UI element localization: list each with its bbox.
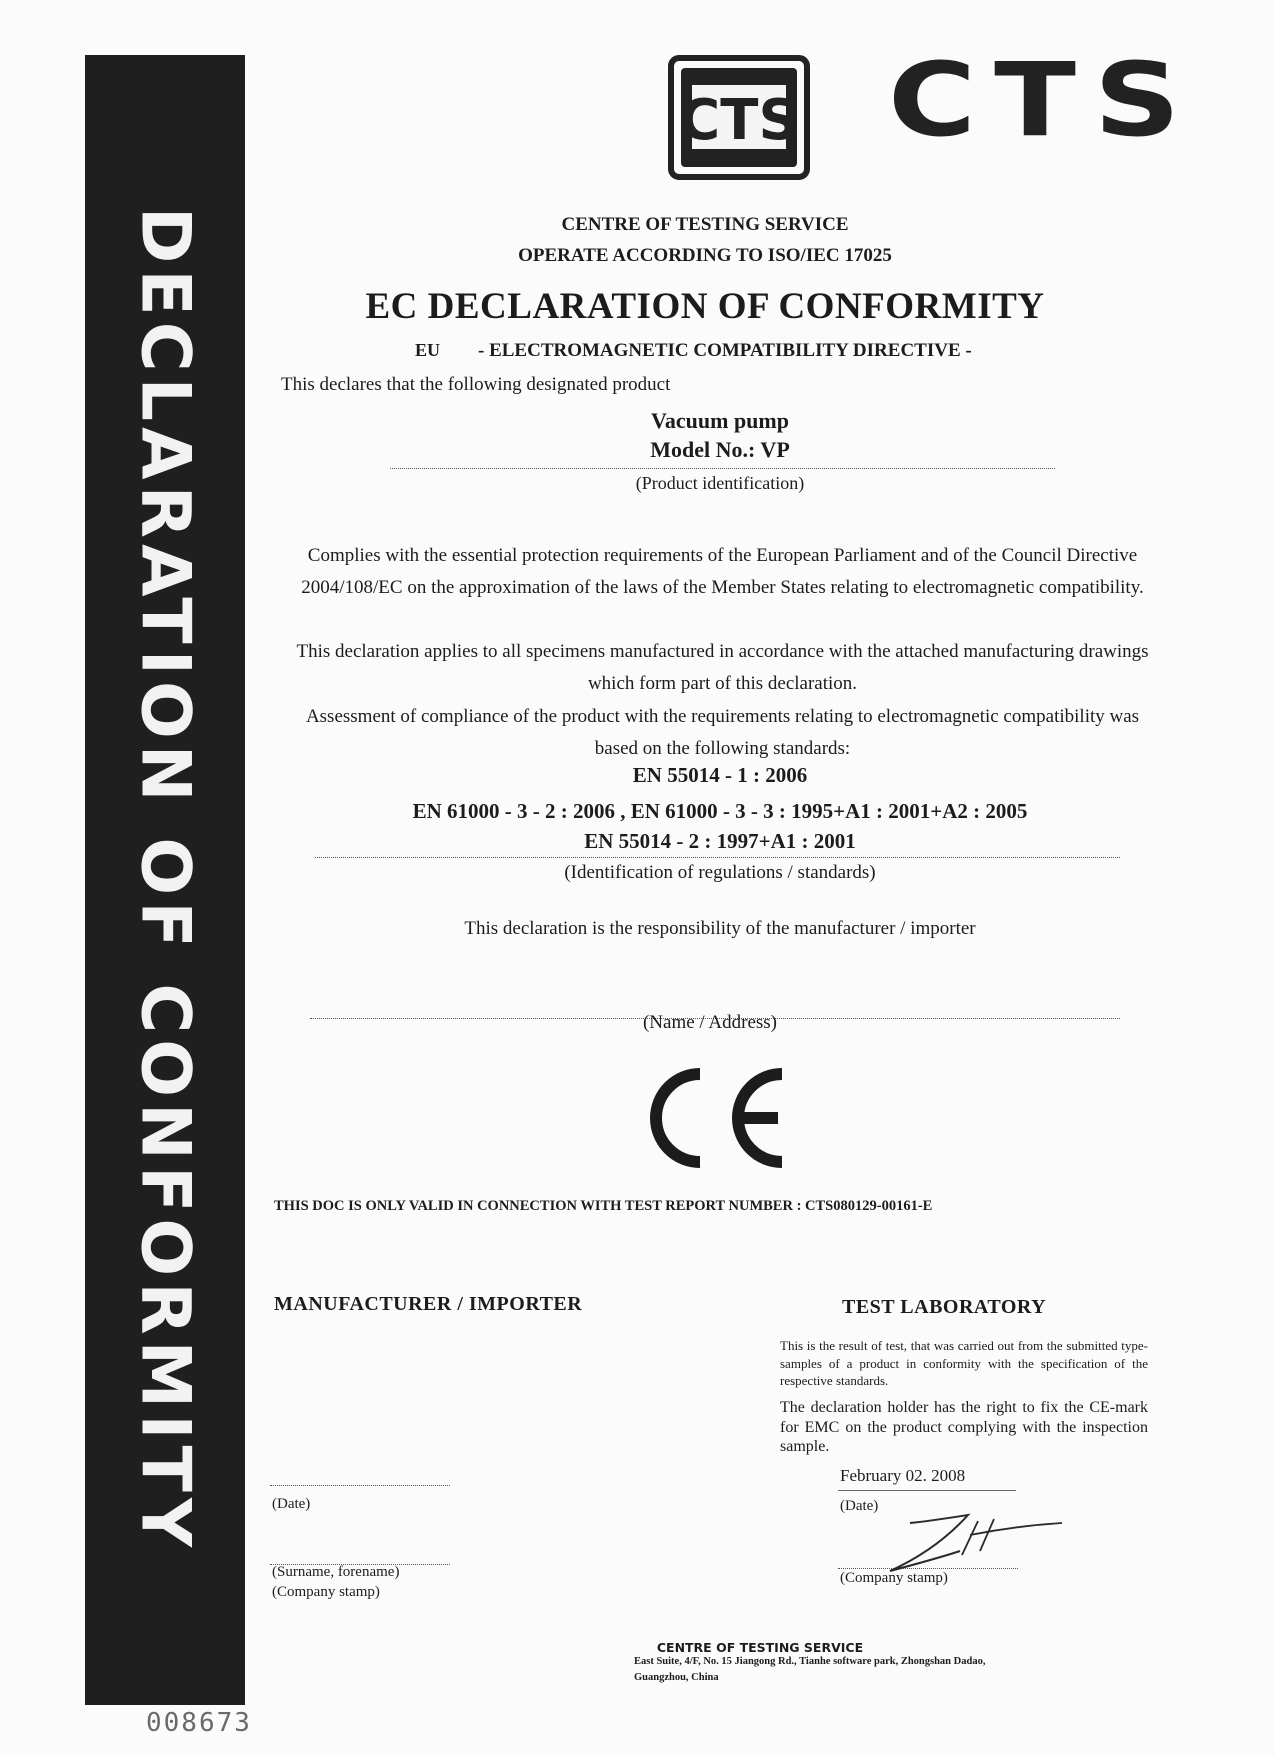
specimens-paragraph: This declaration applies to all specimens manufactured in accordance with the attached manufacturing drawings which form part of this declaration. [296, 641, 1149, 694]
assessment-paragraph: Assessment of compliance of the product with the requirements relating to electromagnetic compatibility was based on the following standards: [305, 706, 1140, 759]
signature-icon [830, 1505, 1070, 1585]
product-name: Vacuum pump [651, 408, 789, 433]
test-lab-stamp-caption: (Company stamp) [840, 1570, 948, 1586]
footer-address-line-1: East Suite, 4/F, No. 15 Jiangong Rd., Tianhe software park, Zhongshan Dadao, [634, 1656, 986, 1667]
standards-dotted-line [315, 857, 1120, 858]
iso-line: OPERATE ACCORDING TO ISO/IEC 17025 [518, 245, 892, 266]
manufacturer-stamp-caption: (Company stamp) [272, 1584, 380, 1600]
org-line: CENTRE OF TESTING SERVICE [561, 214, 849, 235]
validity-statement: THIS DOC IS ONLY VALID IN CONNECTION WITH TEST REPORT NUMBER : CTS080129-00161-E [274, 1198, 933, 1214]
name-address-caption: (Name / Address) [642, 1012, 778, 1033]
side-banner-text: DECLARATION OF CONFORMITY [125, 206, 205, 1554]
cts-wordmark: CTS [888, 41, 1199, 160]
cts-emblem-icon [668, 55, 810, 180]
manufacturer-name-caption: (Surname, forename) [272, 1564, 400, 1580]
serial-number: 008673 [146, 1708, 252, 1738]
manufacturer-date-caption: (Date) [272, 1496, 311, 1512]
standard-line-3: EN 55014 - 2 : 1997+A1 : 2001 [584, 829, 856, 853]
footer-org: CENTRE OF TESTING SERVICE [656, 1640, 864, 1655]
standard-line-2: EN 61000 - 3 - 2 : 2006 , EN 61000 - 3 - 3 : 1995+A1 : 2001+A2 : 2005 [412, 799, 1028, 823]
product-model: Model No.: VP [650, 437, 790, 462]
product-dotted-line [390, 468, 1055, 469]
eu-prefix: EU [415, 340, 441, 360]
signature [830, 1505, 1070, 1585]
test-lab-date-line [838, 1490, 1016, 1491]
product-intro: This declares that the following designated product [281, 374, 671, 395]
responsibility-text: This declaration is the responsibility of the manufacturer / importer [464, 918, 976, 939]
compliance-paragraph: Complies with the essential protection requirements of the European Parliament and of the Council Directive 2004/108/EC on the approximation of the laws of the Member States relating to electromagnetic compatibility. [301, 545, 1144, 598]
standard-line-1: EN 55014 - 1 : 2006 [632, 763, 808, 787]
cts-logo-emblem [668, 55, 810, 180]
manufacturer-date-line [270, 1485, 450, 1486]
svg-text:CTS: CTS [679, 88, 799, 153]
manufacturer-heading: MANUFACTURER / IMPORTER [274, 1293, 583, 1315]
standards-caption: (Identification of regulations / standards) [564, 862, 876, 883]
directive-title: - ELECTROMAGNETIC COMPATIBILITY DIRECTIVE - [478, 340, 972, 361]
page-title: EC DECLARATION OF CONFORMITY [365, 286, 1045, 327]
test-lab-rights-paragraph: The declaration holder has the right to fix the CE-mark for EMC on the product complying with the inspection sample. [780, 1399, 1148, 1455]
side-banner [85, 55, 245, 1705]
test-lab-result-paragraph: This is the result of test, that was carried out from the submitted type-samples of a product in conformity with the specification of the respective standards. [780, 1338, 1148, 1388]
ce-mark [632, 1062, 794, 1174]
product-caption: (Product identification) [635, 473, 805, 493]
test-lab-heading: TEST LABORATORY [842, 1296, 1047, 1318]
footer-address-line-2: Guangzhou, China [634, 1672, 719, 1683]
test-lab-date-caption: (Date) [840, 1498, 879, 1514]
ce-mark-icon [632, 1062, 794, 1174]
test-lab-date: February 02. 2008 [840, 1466, 966, 1485]
